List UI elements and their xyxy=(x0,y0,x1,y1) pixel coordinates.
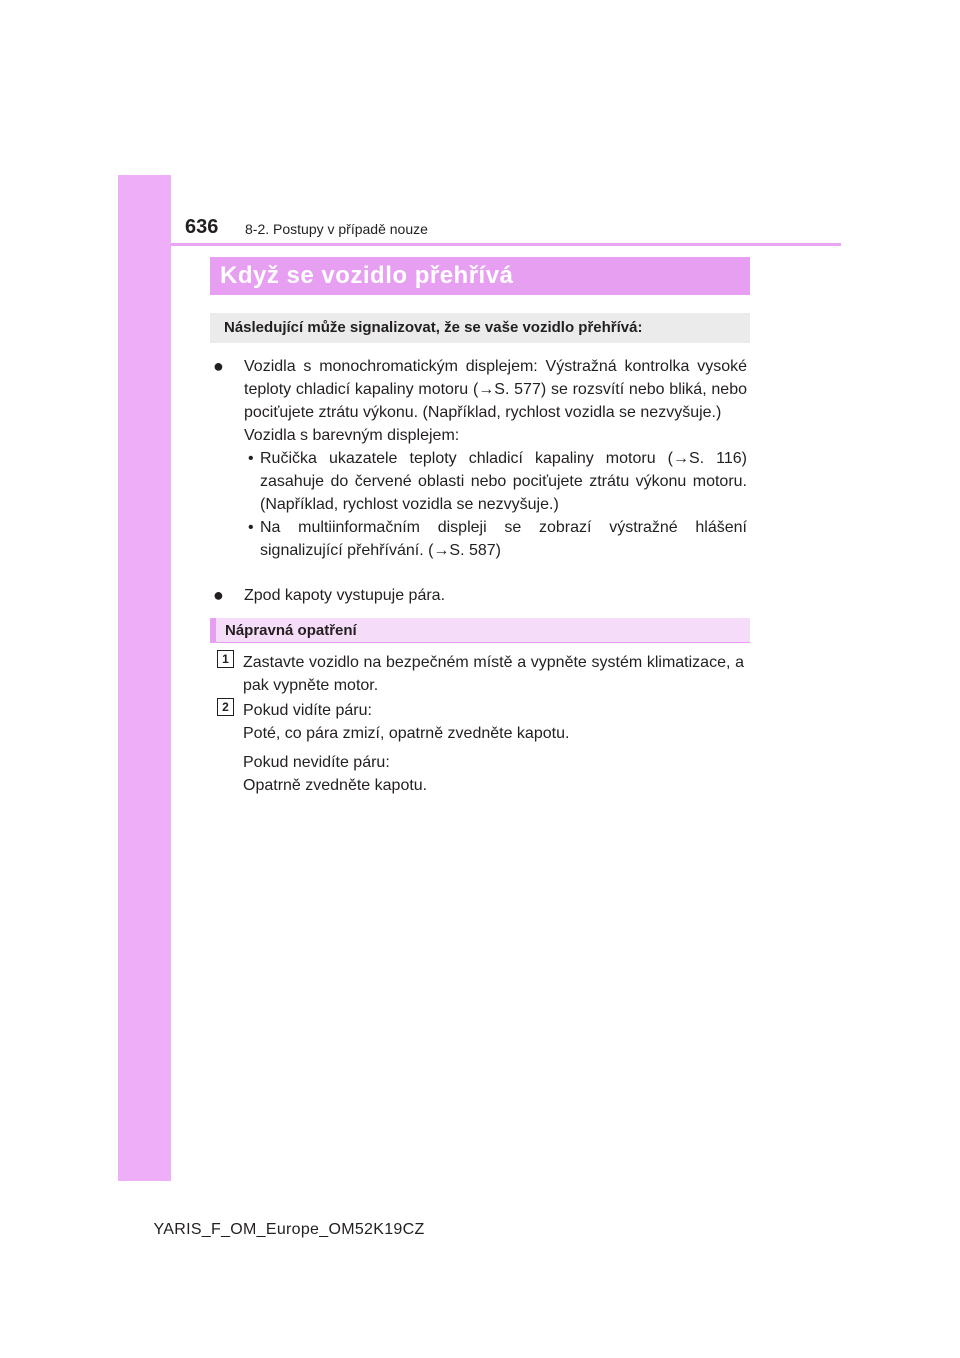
step-line: Poté, co pára zmizí, opatrně zvedněte kapotu. xyxy=(243,725,570,742)
sub-list-item xyxy=(244,516,747,562)
sub-list-item xyxy=(244,447,747,516)
step-text xyxy=(243,699,744,797)
step-number-badge: 2 xyxy=(217,698,234,716)
chapter-tab xyxy=(118,175,171,1181)
bullet-content xyxy=(244,355,747,562)
page-title: Když se vozidlo přehřívá xyxy=(210,257,750,295)
header-divider xyxy=(171,243,841,246)
step-line: Opatrně zvedněte kapotu. xyxy=(243,777,428,794)
bullet-dot-icon: ● xyxy=(213,356,224,376)
step-line: Pokud nevidíte páru: xyxy=(243,754,390,771)
page-number: 636 xyxy=(185,216,219,238)
bullet-dot-icon: ● xyxy=(213,585,224,605)
step-text xyxy=(243,651,744,697)
footer xyxy=(0,1221,960,1239)
step-number-badge: 1 xyxy=(217,650,234,668)
section-header: 8-2. Postupy v případě nouze xyxy=(245,221,428,237)
intro-box: Následující může signalizovat, že se vaše vozidlo přehřívá: xyxy=(210,313,750,343)
sub-item-text: Na multiinformačním displeji se zobrazí výstražné hlášení signalizující přehřívání. (→S. 587) xyxy=(260,519,747,559)
sub-bullet-icon: • xyxy=(248,450,254,467)
bullet-text: Zpod kapoty vystupuje pára. xyxy=(244,587,446,604)
footer-code: YARIS_F_OM_Europe_OM52K19CZ xyxy=(153,1221,425,1238)
step-line: Pokud vidíte páru: xyxy=(243,702,372,719)
sub-bullet-icon: • xyxy=(248,519,254,536)
step-line: Zastavte vozidlo na bezpečném místě a vypněte systém klimatizace, a pak vypněte motor. xyxy=(243,654,744,694)
bullet-text: Vozidla s monochromatickým displejem: Výstražná kontrolka vysoké teploty chladicí kapaliny motoru (→S. 577) se rozsvítí nebo bliká, nebo pociťujete ztrátu výkonu. (Například, rychlost vozidla se nezvyšuje.) xyxy=(244,358,747,421)
section-heading-actions: Nápravná opatření xyxy=(210,618,750,643)
sub-heading: Vozidla s barevným displejem: xyxy=(244,427,460,444)
sub-item-text: Ručička ukazatele teploty chladicí kapaliny motoru (→S. 116) zasahuje do červené oblasti nebo pociťujete ztrátu výkonu motoru. (Například, rychlost vozidla se nezvyšuje.) xyxy=(260,450,747,513)
bullet-content xyxy=(244,584,747,607)
